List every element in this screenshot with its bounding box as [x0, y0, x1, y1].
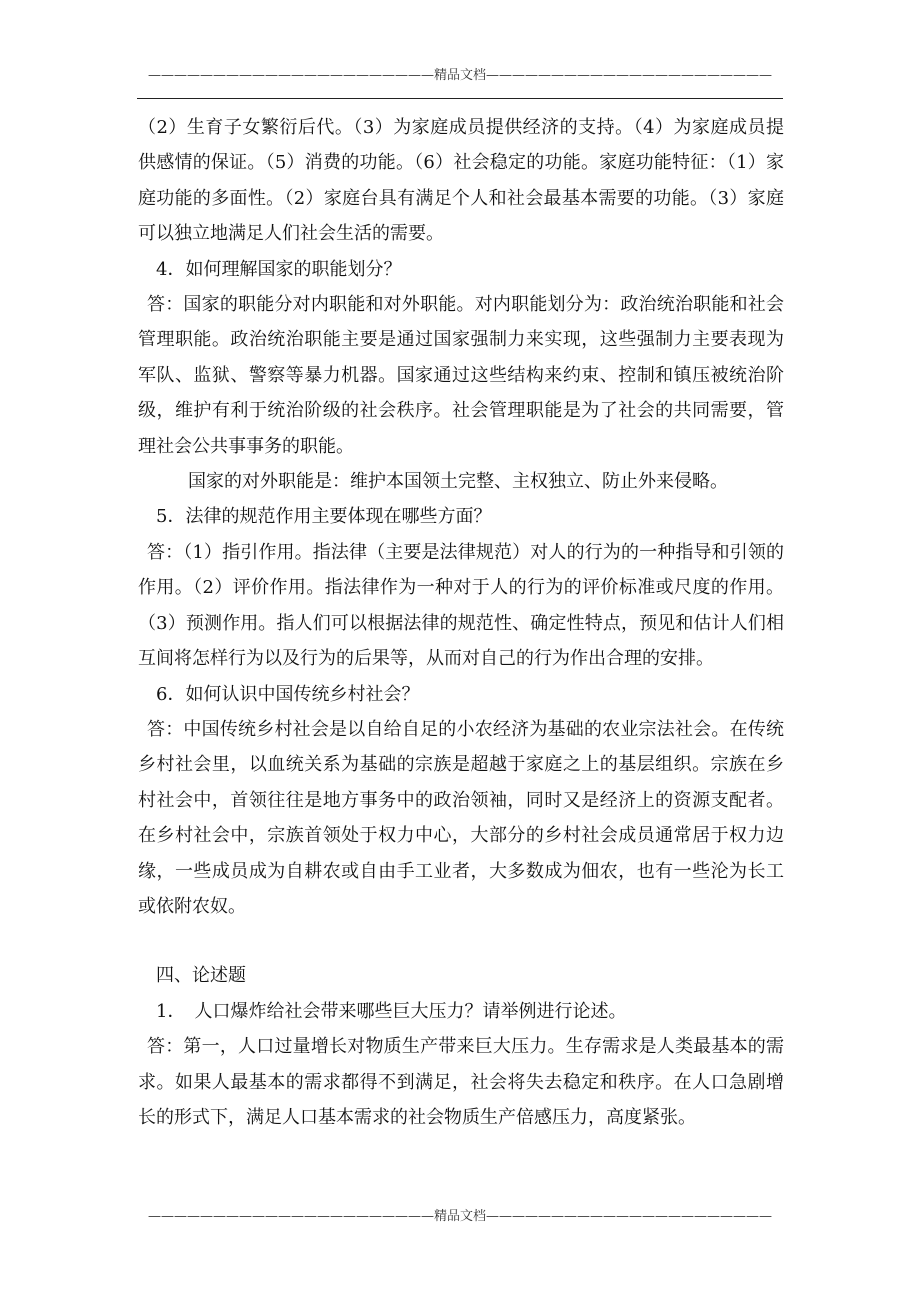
question-6: 6．如何认识中国传统乡村社会？ — [156, 683, 420, 705]
paragraph-family-functions: （2）生育子女繁衍后代。（3）为家庭成员提供经济的支持。（4）为家庭成员提供感情的保证。（5）消费的功能。（6）社会稳定的功能。家庭功能特征：（1）家庭功能的多面性。（2）家庭台具有满足个人和社会最基本需要的功能。（3）家庭可以独立地满足人们社会生活的需要。 — [138, 117, 784, 245]
section-gap — [138, 924, 784, 958]
answer-4-external-functions: 国家的对外职能是：维护本国领土完整、主权独立、防止外来侵略。 — [188, 471, 728, 493]
question-5: 5．法律的规范作用主要体现在哪些方面？ — [156, 506, 492, 528]
answer-5: 答：（1）指引作用。指法律（主要是法律规范）对人的行为的一种指导和引领的作用。（2）评价作用。指法律作为一种对于人的行为的评价标准或尺度的作用。（3）预测作用。指人们可以根据法律的规范性、确定性特点，预见和估计人们相互间将怎样行为以及行为的后果等，从而对自己的行为作出合理的安排。 — [138, 541, 784, 670]
answer-6: 答：中国传统乡村社会是以自给自足的小农经济为基础的农业宗法社会。在传统乡村社会里，以血统关系为基础的宗族是超越于家庭之上的基层组织。宗族在乡村社会中，首领往往是地方事务中的政治领袖，同时又是经济上的资源支配者。在乡村社会中，宗族首领处于权力中心，大部分的乡村社会成员通常居于权力边缘，一些成员成为自耕农或自由手工业者，大多数成为佃农，也有一些沦为长工或依附农奴。 — [138, 718, 784, 917]
document-body — [138, 110, 784, 1135]
header-rule — [137, 98, 783, 99]
essay-question-1: 1． 人口爆炸给社会带来哪些巨大压力？请举例进行论述。 — [156, 1000, 627, 1022]
answer-4: 答：国家的职能分对内职能和对外职能。对内职能划分为：政治统治职能和社会管理职能。政治统治职能主要是通过国家强制力来实现，这些强制力主要表现为军队、监狱、警察等暴力机器。国家通过这些结构来约束、控制和镇压被统治阶级，维护有利于统治阶级的社会秩序。社会管理职能是为了社会的共同需要，管理社会公共事事务的职能。 — [138, 294, 784, 457]
essay-answer-1: 答：第一，人口过量增长对物质生产带来巨大压力。生存需求是人类最基本的需求。如果人最基本的需求都得不到满足，社会将失去稳定和秩序。在人口急剧增长的形式下，满足人口基本需求的社会物质生产倍感压力，高度紧张。 — [138, 1036, 784, 1128]
page-footer: ——————————————————————精品文档—————————————————————— — [147, 1209, 772, 1224]
section-heading-essay: 四、论述题 — [156, 965, 246, 987]
question-4: 4．如何理解国家的职能划分？ — [156, 258, 402, 280]
page-header: ——————————————————————精品文档—————————————————————— — [147, 68, 772, 83]
